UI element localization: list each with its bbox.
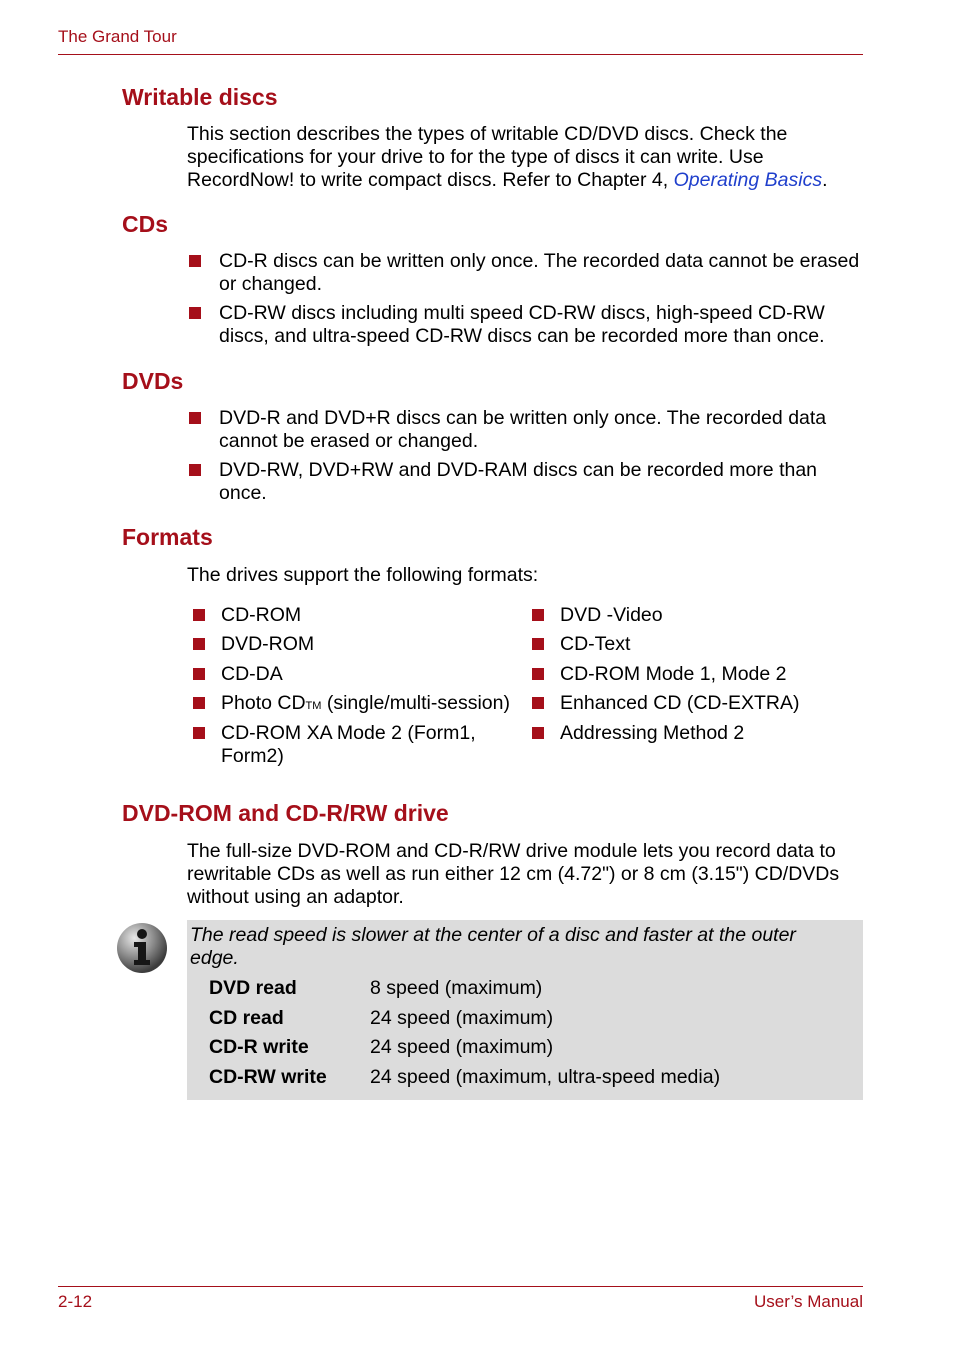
list-item	[187, 250, 867, 296]
trademark-mark: TM	[305, 700, 322, 712]
spec-value: 8 speed (maximum)	[370, 977, 543, 999]
bullet-square-icon	[189, 255, 201, 267]
footer-manual-title: User’s Manual	[754, 1292, 863, 1311]
format-item-text: CD-Text	[560, 633, 631, 655]
spec-value: 24 speed (maximum, ultra-speed media)	[370, 1066, 721, 1088]
list-item	[187, 302, 867, 348]
photo-cd-session: (single/multi-session)	[321, 692, 510, 714]
spec-label: CD-R write	[209, 1036, 309, 1058]
footer-rule	[58, 1286, 863, 1287]
format-item-text	[221, 692, 532, 718]
bullet-square-icon	[193, 668, 205, 680]
bullet-square-icon	[189, 307, 201, 319]
bullet-square-icon	[189, 412, 201, 424]
format-item	[187, 722, 497, 768]
list-item	[187, 407, 867, 453]
bullet-square-icon	[193, 697, 205, 709]
header-rule	[58, 54, 863, 55]
list-item-text: CD-RW discs including multi speed CD-RW discs, high-speed CD-RW discs, and ultra-speed CD-RW discs can be recorded more than once.	[219, 302, 825, 347]
info-icon	[115, 921, 169, 975]
list-item-text: DVD-R and DVD+R discs can be written only once. The recorded data cannot be erased or changed.	[219, 407, 827, 452]
bullet-square-icon	[193, 727, 205, 739]
operating-basics-link[interactable]: Operating Basics	[673, 169, 823, 191]
list-item-text: DVD-RW, DVD+RW and DVD-RAM discs can be recorded more than once.	[219, 459, 818, 504]
format-item-text: CD-ROM XA Mode 2 (Form1, Form2)	[221, 722, 476, 767]
spec-label: DVD read	[209, 977, 297, 999]
heading-writable-discs: Writable discs	[122, 84, 278, 110]
format-item	[526, 722, 856, 745]
format-item-text: Enhanced CD (CD-EXTRA)	[560, 692, 800, 714]
photo-cd-text: Photo CD	[221, 692, 306, 714]
drive-description: The full-size DVD-ROM and CD-R/RW drive module lets you record data to rewritable CDs as well as run either 12 cm (4.72") or 8 cm (3.15") CD/DVDs without using an adaptor.	[187, 840, 840, 908]
format-item	[526, 604, 856, 627]
bullet-square-icon	[532, 697, 544, 709]
format-item-text: CD-ROM Mode 1, Mode 2	[560, 663, 787, 685]
page-number: 2-12	[58, 1292, 93, 1311]
spec-label: CD-RW write	[209, 1066, 327, 1088]
format-item-text: Addressing Method 2	[560, 722, 745, 744]
spec-value: 24 speed (maximum)	[370, 1007, 554, 1029]
writable-intro-text: This section describes the types of writable CD/DVD discs. Check the specifications for your drive to for the type of discs it can write. Use RecordNow! to write compact discs. Refer to Chapter 4,	[187, 123, 788, 191]
bullet-square-icon	[532, 609, 544, 621]
heading-dvds: DVDs	[122, 368, 184, 394]
format-item-text: DVD -Video	[560, 604, 663, 626]
formats-intro: The drives support the following formats:	[187, 564, 539, 586]
format-item	[187, 692, 532, 718]
running-header: The Grand Tour	[58, 27, 177, 46]
heading-drive: DVD-ROM and CD-R/RW drive	[122, 800, 449, 826]
bullet-square-icon	[189, 464, 201, 476]
format-item-text: DVD-ROM	[221, 633, 315, 655]
format-item	[187, 663, 527, 686]
spec-label: CD read	[209, 1007, 284, 1029]
spec-value: 24 speed (maximum)	[370, 1036, 554, 1058]
writable-intro	[187, 123, 867, 192]
bullet-square-icon	[532, 668, 544, 680]
bullet-square-icon	[532, 638, 544, 650]
format-item	[526, 633, 856, 656]
format-item-text: CD-ROM	[221, 604, 302, 626]
note-text: The read speed is slower at the center of a disc and faster at the outer edge.	[190, 924, 796, 969]
note-box	[187, 920, 863, 1100]
writable-intro-end: .	[822, 169, 828, 191]
heading-formats: Formats	[122, 524, 213, 550]
bullet-square-icon	[193, 638, 205, 650]
list-item-text: CD-R discs can be written only once. The recorded data cannot be erased or changed.	[219, 250, 860, 295]
format-item	[187, 633, 527, 656]
format-item-text: CD-DA	[221, 663, 283, 685]
bullet-square-icon	[532, 727, 544, 739]
format-item	[526, 663, 856, 686]
heading-cds: CDs	[122, 211, 169, 237]
list-item	[187, 459, 867, 505]
format-item	[526, 692, 856, 715]
bullet-square-icon	[193, 609, 205, 621]
format-item	[187, 604, 527, 627]
